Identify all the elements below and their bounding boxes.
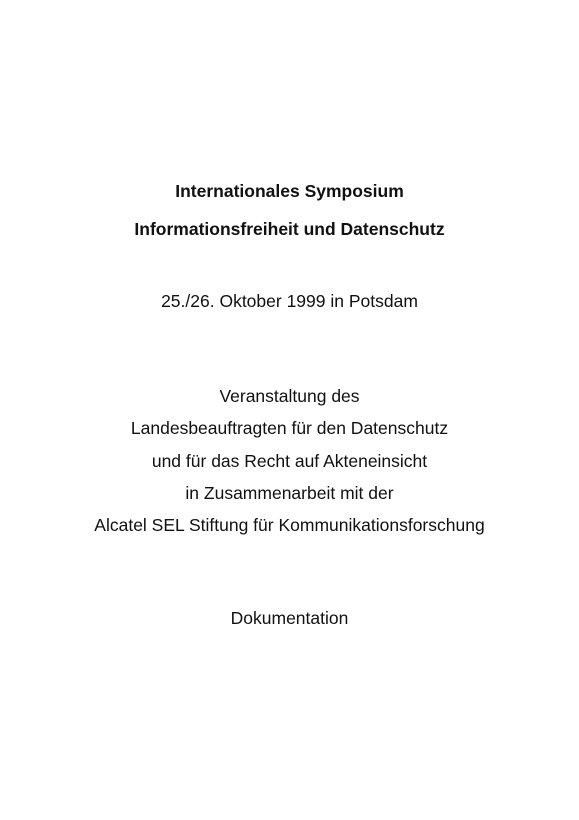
title-line-1: Internationales Symposium — [175, 181, 404, 201]
organizer-line-3: und für das Recht auf Akteneinsicht — [151, 451, 428, 471]
organizer-line-2: Landesbeauftragten für den Datenschutz — [130, 418, 449, 438]
title-line-2: Informationsfreiheit und Datenschutz — [134, 219, 445, 239]
document-type-label: Dokumentation — [230, 608, 349, 628]
organizer-line-5: Alcatel SEL Stiftung für Kommunikationsforschung — [94, 515, 485, 535]
date-location: 25./26. Oktober 1999 in Potsdam — [161, 291, 418, 311]
organizer-line-1: Veranstaltung des — [219, 386, 360, 406]
organizer-line-4: in Zusammenarbeit mit der — [185, 483, 394, 503]
